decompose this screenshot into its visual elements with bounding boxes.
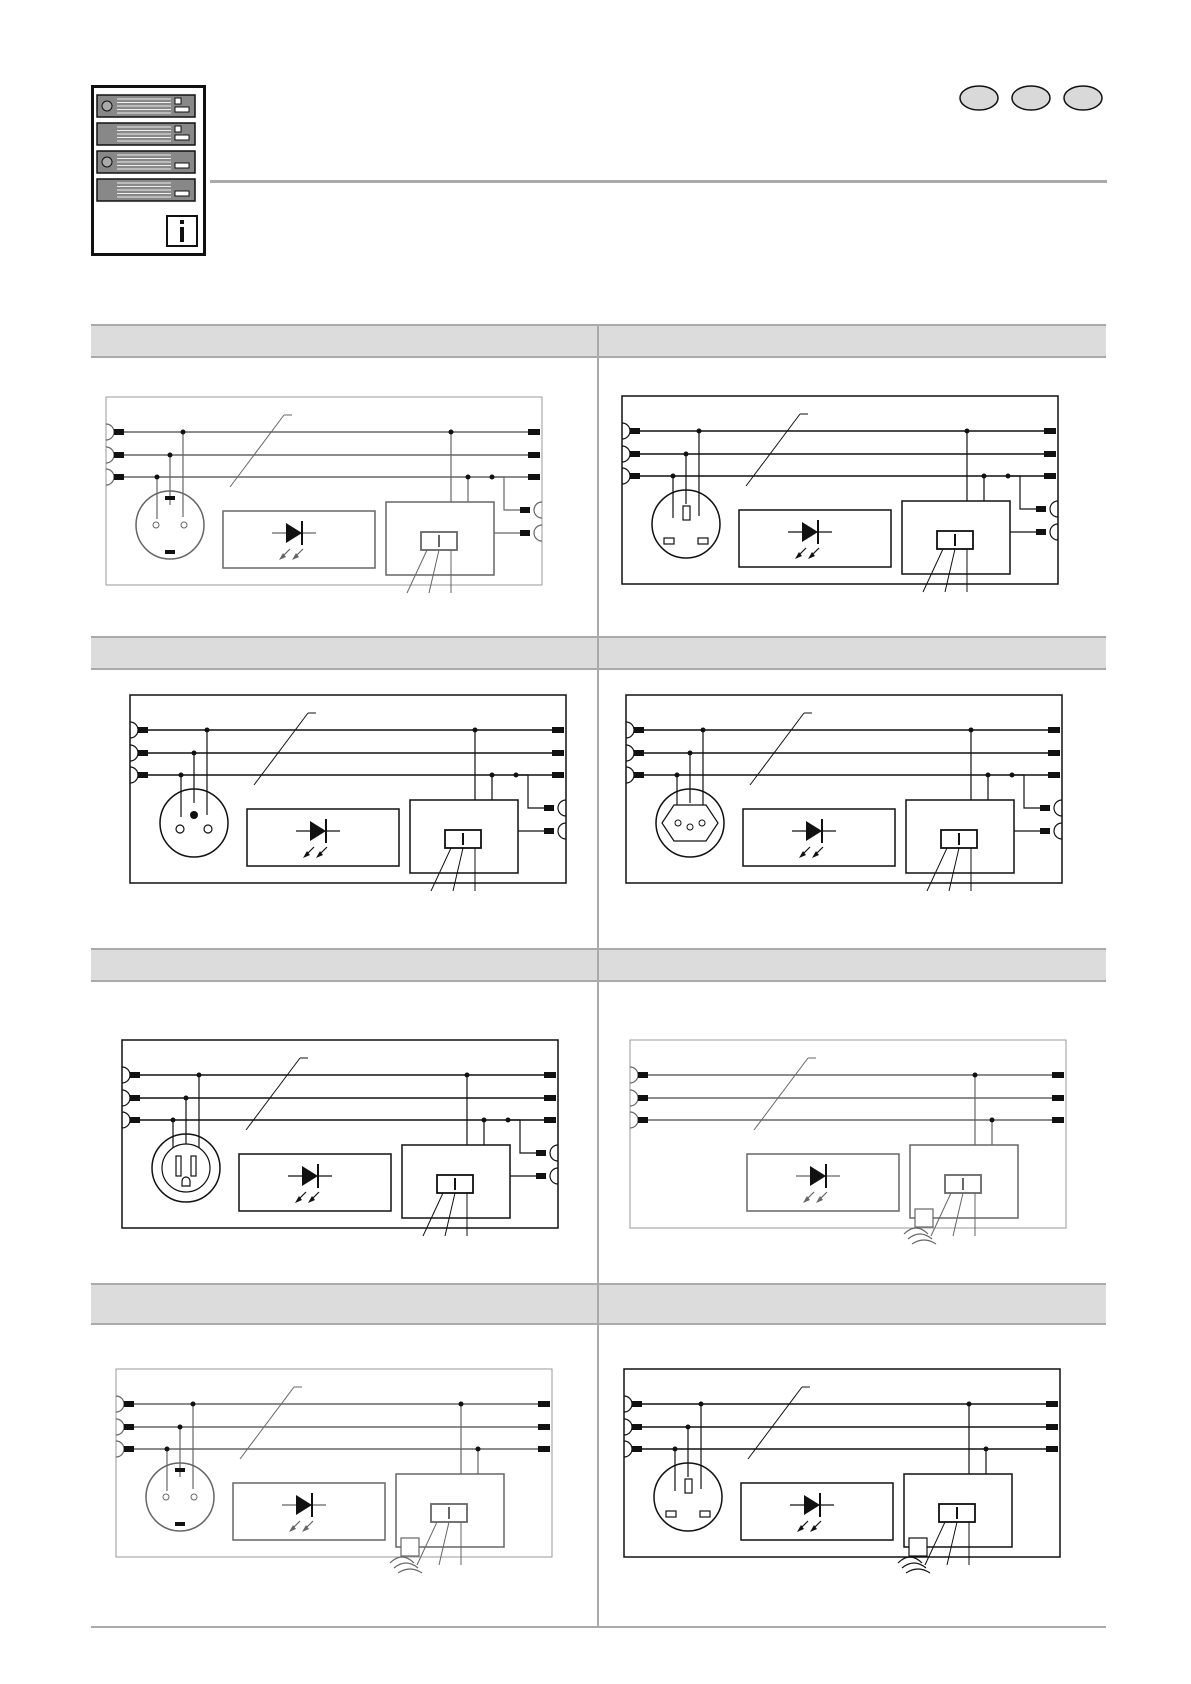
wiring-diagram: [616, 394, 1066, 599]
terminal-right: [550, 1168, 558, 1184]
section-title-band: [599, 636, 1106, 670]
terminal-pad: [634, 727, 644, 733]
terminal-pad: [544, 1095, 556, 1101]
label-leader: [240, 1387, 294, 1459]
terminal-right: [1050, 524, 1058, 540]
junction-dot: [675, 773, 680, 778]
section-title-band: [91, 1283, 597, 1325]
junction-dot: [205, 728, 210, 733]
terminal-pad: [1048, 772, 1060, 778]
junction-dot: [192, 751, 197, 756]
terminal-right: [550, 1145, 558, 1161]
junction-dot: [990, 1118, 995, 1123]
terminal-pad: [520, 507, 530, 513]
terminal-pad: [130, 1072, 140, 1078]
junction-dot: [965, 429, 970, 434]
terminal-pad: [638, 1095, 648, 1101]
led-module: [739, 510, 891, 567]
terminal-pad: [632, 1424, 642, 1430]
section-title-band: [91, 636, 597, 670]
terminal-pad: [130, 1095, 140, 1101]
terminal-pad: [538, 1424, 550, 1430]
terminal-pad: [630, 451, 640, 457]
junction-dot: [490, 773, 495, 778]
terminal-left: [130, 767, 138, 783]
terminal-left: [106, 424, 114, 440]
junction-dot: [168, 453, 173, 458]
junction-dot: [181, 430, 186, 435]
junction-dot: [165, 1447, 170, 1452]
terminal-left: [626, 722, 634, 738]
terminal-left: [130, 745, 138, 761]
terminal-pad: [634, 750, 644, 756]
sensor-box: [915, 1209, 933, 1227]
terminal-left: [622, 423, 630, 439]
section-title-band: [91, 324, 597, 358]
terminal-pad: [552, 772, 564, 778]
terminal-left: [622, 446, 630, 462]
terminal-pad: [124, 1401, 134, 1407]
section-title-band: [599, 948, 1106, 982]
wireless-icon: [394, 1563, 418, 1568]
output-wire: [1008, 476, 1036, 509]
junction-dot: [466, 475, 471, 480]
wiring-diagram: [110, 1367, 560, 1587]
terminal-left: [116, 1396, 124, 1412]
terminal-pad: [1052, 1072, 1064, 1078]
terminal-pad: [1046, 1401, 1058, 1407]
output-wire: [508, 1120, 536, 1153]
terminal-pad: [538, 1446, 550, 1452]
terminal-right: [558, 800, 566, 816]
junction-dot: [967, 1402, 972, 1407]
junction-dot: [178, 1425, 183, 1430]
junction-dot: [191, 1402, 196, 1407]
junction-dot: [476, 1447, 481, 1452]
terminal-pad: [630, 473, 640, 479]
terminal-pad: [124, 1446, 134, 1452]
junction-dot: [459, 1402, 464, 1407]
terminal-pad: [138, 772, 148, 778]
label-leader: [246, 1058, 300, 1130]
led-module: [239, 1154, 391, 1211]
terminal-pad: [634, 772, 644, 778]
terminal-pad: [124, 1424, 134, 1430]
sensor-box: [401, 1538, 419, 1556]
label-leader: [754, 1058, 808, 1130]
wiring-diagram: [100, 395, 550, 600]
column-divider: [597, 324, 599, 1628]
wiring-diagram: [624, 1038, 1074, 1258]
terminal-pad: [528, 429, 540, 435]
junction-dot: [514, 773, 519, 778]
terminal-pad: [1048, 727, 1060, 733]
wiring-diagram: [124, 693, 574, 898]
terminal-left: [630, 1112, 638, 1128]
wiring-diagram: [116, 1038, 566, 1243]
terminal-right: [1054, 800, 1062, 816]
terminal-pad: [130, 1117, 140, 1123]
junction-dot: [1006, 474, 1011, 479]
terminal-pad: [138, 727, 148, 733]
terminal-pad: [1044, 451, 1056, 457]
wireless-icon: [904, 1228, 928, 1234]
led-module: [747, 1154, 899, 1211]
terminal-left: [630, 1090, 638, 1106]
terminal-left: [630, 1067, 638, 1083]
junction-dot: [506, 1118, 511, 1123]
wireless-icon: [398, 1569, 422, 1573]
section-title-band: [599, 1283, 1106, 1325]
terminal-left: [106, 469, 114, 485]
terminal-pad: [114, 452, 124, 458]
terminal-pad: [528, 452, 540, 458]
junction-dot: [473, 728, 478, 733]
junction-dot: [684, 452, 689, 457]
led-module: [233, 1483, 385, 1540]
junction-dot: [465, 1073, 470, 1078]
junction-dot: [155, 475, 160, 480]
terminal-left: [122, 1067, 130, 1083]
wiring-diagram: [618, 1367, 1068, 1587]
terminal-pad: [1044, 473, 1056, 479]
output-wire: [492, 477, 520, 510]
terminal-pad: [630, 428, 640, 434]
terminal-pad: [1046, 1424, 1058, 1430]
terminal-pad: [1040, 805, 1050, 811]
terminal-left: [624, 1441, 632, 1457]
wireless-icon: [902, 1563, 926, 1568]
junction-dot: [184, 1096, 189, 1101]
terminal-pad: [1052, 1117, 1064, 1123]
sensor-box: [909, 1538, 927, 1556]
terminal-pad: [138, 750, 148, 756]
junction-dot: [982, 474, 987, 479]
terminal-left: [622, 468, 630, 484]
terminal-right: [558, 823, 566, 839]
junction-dot: [197, 1073, 202, 1078]
wireless-icon: [908, 1234, 932, 1239]
output-wire: [1012, 775, 1040, 808]
terminal-pad: [544, 1117, 556, 1123]
terminal-left: [130, 722, 138, 738]
label-leader: [748, 1387, 802, 1459]
led-module: [741, 1483, 893, 1540]
terminal-pad: [552, 750, 564, 756]
terminal-right: [1054, 823, 1062, 839]
junction-dot: [482, 1118, 487, 1123]
terminal-pad: [528, 474, 540, 480]
junction-dot: [984, 1447, 989, 1452]
junction-dot: [449, 430, 454, 435]
junction-dot: [490, 475, 495, 480]
led-module: [223, 511, 375, 568]
terminal-left: [116, 1441, 124, 1457]
wiring-diagram: [620, 693, 1070, 898]
section-title-band: [599, 324, 1106, 358]
terminal-pad: [1040, 828, 1050, 834]
terminal-left: [624, 1419, 632, 1435]
terminal-pad: [638, 1072, 648, 1078]
junction-dot: [697, 429, 702, 434]
terminal-pad: [1044, 428, 1056, 434]
wireless-icon: [906, 1569, 930, 1573]
terminal-pad: [1036, 529, 1046, 535]
terminal-left: [122, 1112, 130, 1128]
terminal-pad: [544, 828, 554, 834]
terminal-pad: [114, 429, 124, 435]
terminal-pad: [114, 474, 124, 480]
wireless-icon: [912, 1240, 936, 1244]
junction-dot: [701, 728, 706, 733]
junction-dot: [969, 728, 974, 733]
terminal-pad: [638, 1117, 648, 1123]
terminal-pad: [520, 530, 530, 536]
wireless-icon: [898, 1557, 922, 1563]
terminal-right: [534, 525, 542, 541]
terminal-pad: [536, 1150, 546, 1156]
terminal-left: [122, 1090, 130, 1106]
junction-dot: [699, 1402, 704, 1407]
led-module: [743, 809, 895, 866]
terminal-left: [626, 767, 634, 783]
terminal-pad: [552, 727, 564, 733]
terminal-left: [106, 447, 114, 463]
terminal-pad: [1048, 750, 1060, 756]
junction-dot: [671, 474, 676, 479]
terminal-pad: [1052, 1095, 1064, 1101]
junction-dot: [973, 1073, 978, 1078]
wireless-icon: [390, 1557, 414, 1563]
junction-dot: [986, 773, 991, 778]
terminal-right: [1050, 501, 1058, 517]
terminal-pad: [544, 1072, 556, 1078]
terminal-pad: [544, 805, 554, 811]
footer-rule: [91, 1626, 1106, 1628]
section-title-band: [91, 948, 597, 982]
terminal-pad: [1036, 506, 1046, 512]
terminal-left: [626, 745, 634, 761]
junction-dot: [179, 773, 184, 778]
terminal-right: [534, 502, 542, 518]
terminal-pad: [632, 1401, 642, 1407]
terminal-left: [624, 1396, 632, 1412]
junction-dot: [688, 751, 693, 756]
junction-dot: [171, 1118, 176, 1123]
terminal-pad: [538, 1401, 550, 1407]
terminal-pad: [536, 1173, 546, 1179]
led-module: [247, 809, 399, 866]
output-wire: [516, 775, 544, 808]
terminal-left: [116, 1419, 124, 1435]
terminal-pad: [632, 1446, 642, 1452]
junction-dot: [1010, 773, 1015, 778]
junction-dot: [673, 1447, 678, 1452]
junction-dot: [686, 1425, 691, 1430]
terminal-pad: [1046, 1446, 1058, 1452]
